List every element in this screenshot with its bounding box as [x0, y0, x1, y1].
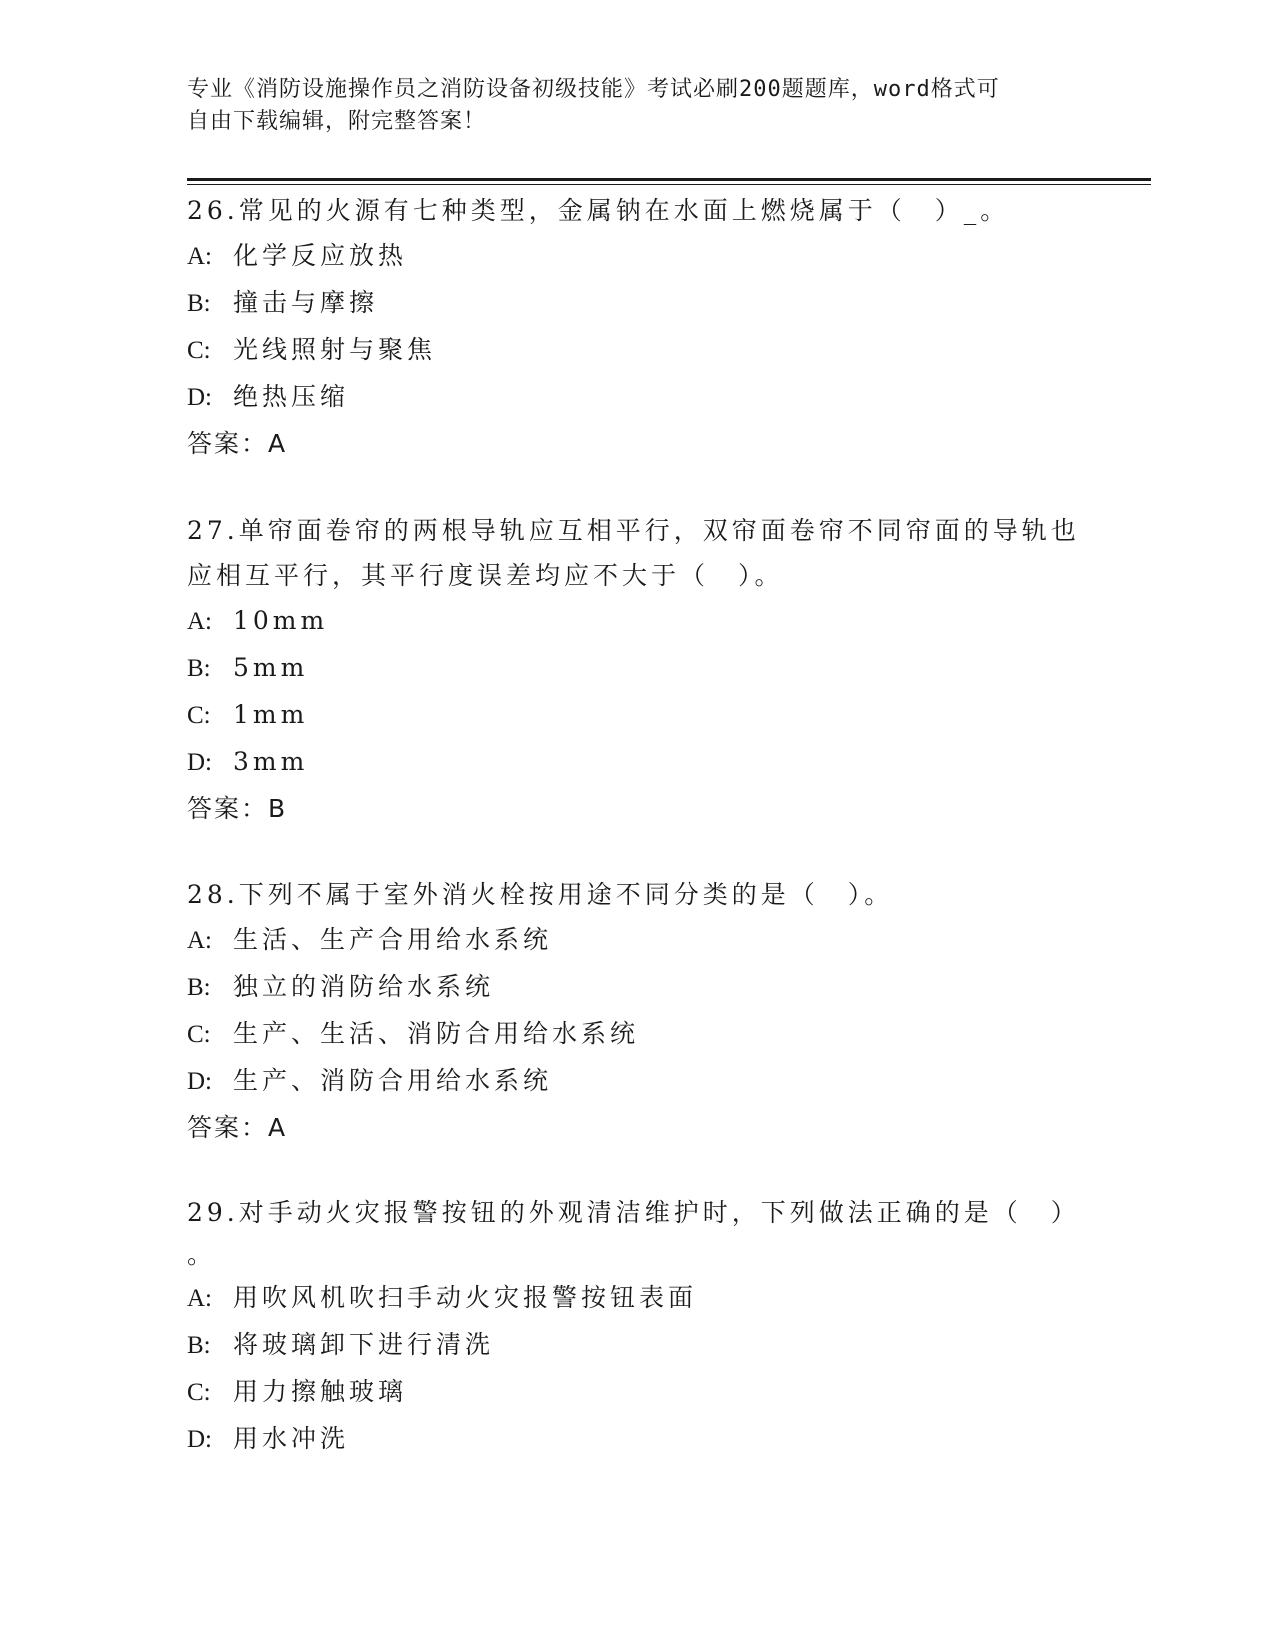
- header-divider-thin: [187, 184, 1151, 185]
- option-letter: C:: [187, 1021, 211, 1048]
- question-stem-line-1: 29.对手动火灾报警按钮的外观清洁维护时，下列做法正确的是（ ）: [187, 1198, 1080, 1227]
- question-stem-line-2: 。: [187, 1240, 217, 1269]
- option-letter: B:: [187, 974, 211, 1001]
- option-d: [187, 739, 1087, 786]
- option-letter: B:: [187, 655, 211, 682]
- option-b: [187, 964, 1087, 1011]
- answer-line: 答案：B: [187, 794, 288, 823]
- option-d: [187, 374, 1087, 421]
- option-letter: A:: [187, 1285, 212, 1312]
- option-text: 化学反应放热: [233, 241, 408, 270]
- option-letter: D:: [187, 1068, 212, 1095]
- option-b: [187, 645, 1087, 692]
- option-b: [187, 280, 1087, 327]
- option-letter: D:: [187, 384, 212, 411]
- option-letter: D:: [187, 1426, 212, 1453]
- header-title-line-1: 专业《消防设施操作员之消防设备初级技能》考试必刷200题题库，word格式可: [187, 77, 1000, 102]
- option-b: [187, 1322, 1087, 1369]
- option-text: 将玻璃卸下进行清洗: [233, 1330, 495, 1359]
- option-text: 光线照射与聚焦: [233, 335, 437, 364]
- option-text: 10mm: [233, 606, 329, 635]
- option-c: [187, 327, 1087, 374]
- option-letter: C:: [187, 702, 211, 729]
- question-26: [187, 188, 1087, 467]
- option-letter: A:: [187, 243, 212, 270]
- question-stem: 26.常见的火源有七种类型，金属钠在水面上燃烧属于（ ）_。: [187, 196, 1010, 225]
- option-text: 独立的消防给水系统: [233, 972, 495, 1001]
- answer-line: 答案：A: [187, 1113, 288, 1142]
- option-text: 3mm: [233, 747, 309, 776]
- option-a: [187, 233, 1087, 280]
- option-text: 用力擦触玻璃: [233, 1377, 408, 1406]
- question-27: [187, 508, 1087, 832]
- question-28: [187, 872, 1087, 1151]
- option-d: [187, 1416, 1087, 1463]
- question-stem-line-2: 应相互平行，其平行度误差均应不大于（ ）。: [187, 561, 784, 590]
- header-title-line-2: 自由下载编辑，附完整答案！: [187, 109, 487, 134]
- option-letter: A:: [187, 608, 212, 635]
- option-text: 生产、消防合用给水系统: [233, 1066, 553, 1095]
- header-divider-thick: [187, 178, 1151, 181]
- option-d: [187, 1058, 1087, 1105]
- option-c: [187, 1369, 1087, 1416]
- option-a: [187, 917, 1087, 964]
- option-a: [187, 1275, 1087, 1322]
- option-text: 生活、生产合用给水系统: [233, 925, 553, 954]
- option-text: 用吹风机吹扫手动火灾报警按钮表面: [233, 1283, 698, 1312]
- document-header: [187, 74, 1067, 138]
- question-stem: 28.下列不属于室外消火栓按用途不同分类的是（ ）。: [187, 880, 894, 909]
- option-letter: C:: [187, 1379, 211, 1406]
- option-letter: A:: [187, 927, 212, 954]
- question-29: [187, 1190, 1087, 1463]
- option-text: 生产、生活、消防合用给水系统: [233, 1019, 640, 1048]
- option-c: [187, 1011, 1087, 1058]
- option-c: [187, 692, 1087, 739]
- option-letter: B:: [187, 1332, 211, 1359]
- answer-line: 答案：A: [187, 429, 288, 458]
- option-letter: C:: [187, 337, 211, 364]
- option-a: [187, 598, 1087, 645]
- option-text: 撞击与摩擦: [233, 288, 379, 317]
- option-text: 1mm: [233, 700, 309, 729]
- question-stem-line-1: 27.单帘面卷帘的两根导轨应互相平行，双帘面卷帘不同帘面的导轨也: [187, 516, 1080, 545]
- option-letter: D:: [187, 749, 212, 776]
- option-text: 用水冲洗: [233, 1424, 350, 1453]
- option-letter: B:: [187, 290, 211, 317]
- option-text: 绝热压缩: [233, 382, 350, 411]
- option-text: 5mm: [233, 653, 309, 682]
